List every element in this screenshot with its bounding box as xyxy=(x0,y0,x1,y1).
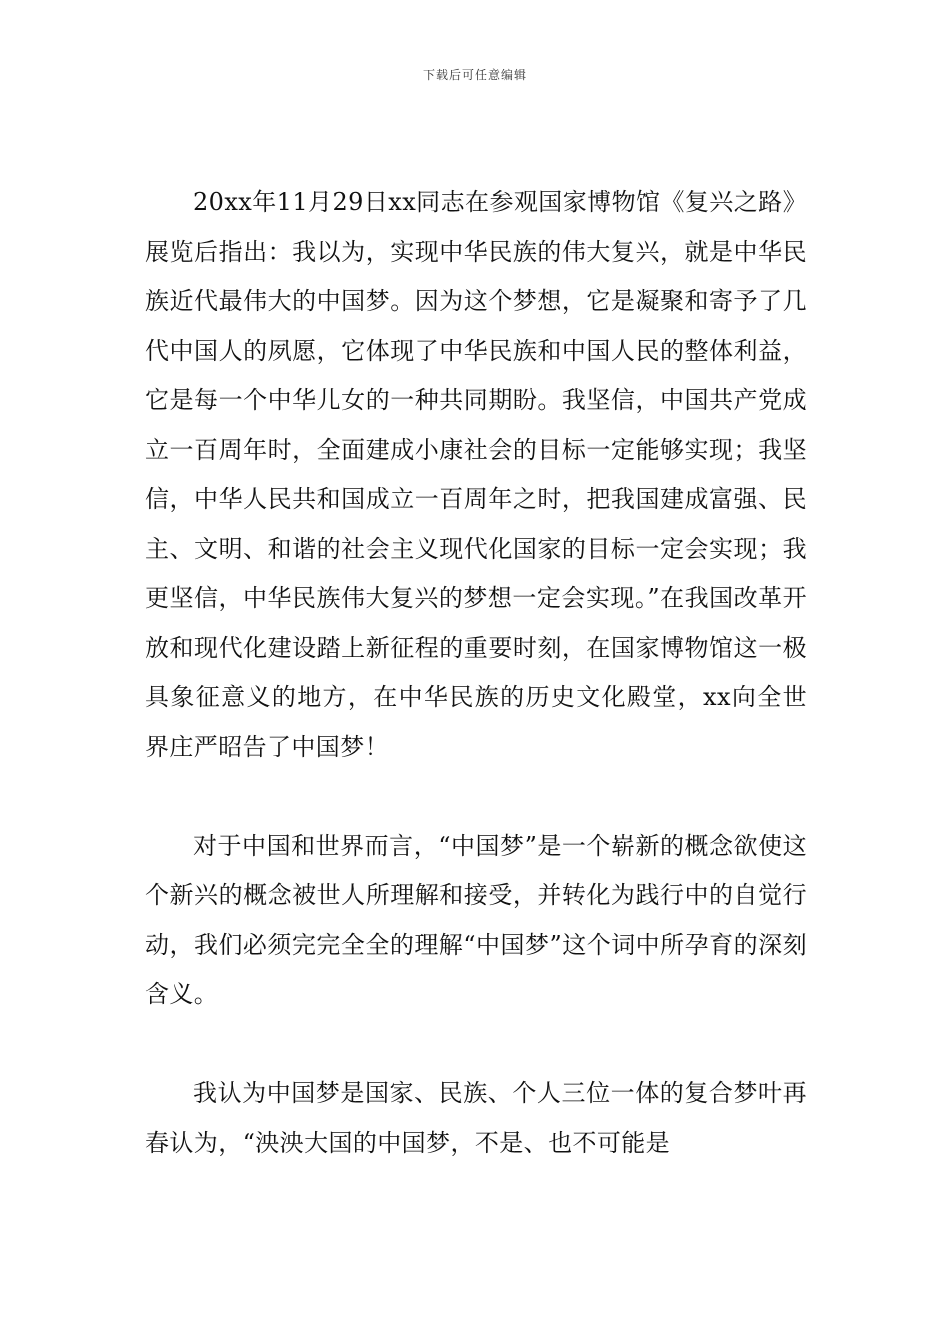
document-body xyxy=(145,178,807,1168)
paragraph-2: 对于中国和世界而言，“中国梦”是一个崭新的概念欲使这个新兴的概念被世人所理解和接受，并转化为践行中的自觉行动，我们必须完完全全的理解“中国梦”这个词中所孕育的深刻含义。 xyxy=(145,831,807,1008)
paragraph-1: 20xx年11月29日xx同志在参观国家博物馆《复兴之路》展览后指出：我以为，实现中华民族的伟大复兴，就是中华民族近代最伟大的中国梦。因为这个梦想，它是凝聚和寄予了几代中国人的夙愿，它体现了中华民族和中国人民的整体利益，它是每一个中华儿女的一种共同期盼。我坚信，中国共产党成立一百周年时，全面建成小康社会的目标一定能够实现；我坚信，中华人民共和国成立一百周年之时，把我国建成富强、民主、文明、和谐的社会主义现代化国家的目标一定会实现；我更坚信，中华民族伟大复兴的梦想一定会实现。”在我国改革开放和现代化建设踏上新征程的重要时刻，在国家博物馆这一极具象征意义的地方，在中华民族的历史文化殿堂，xx向全世界庄严昭告了中国梦！ xyxy=(145,188,807,761)
page-header-note: 下载后可任意编辑 xyxy=(422,68,527,82)
paragraph-3: 我认为中国梦是国家、民族、个人三位一体的复合梦叶再春认为，“泱泱大国的中国梦，不是、也不可能是 xyxy=(145,1079,807,1157)
